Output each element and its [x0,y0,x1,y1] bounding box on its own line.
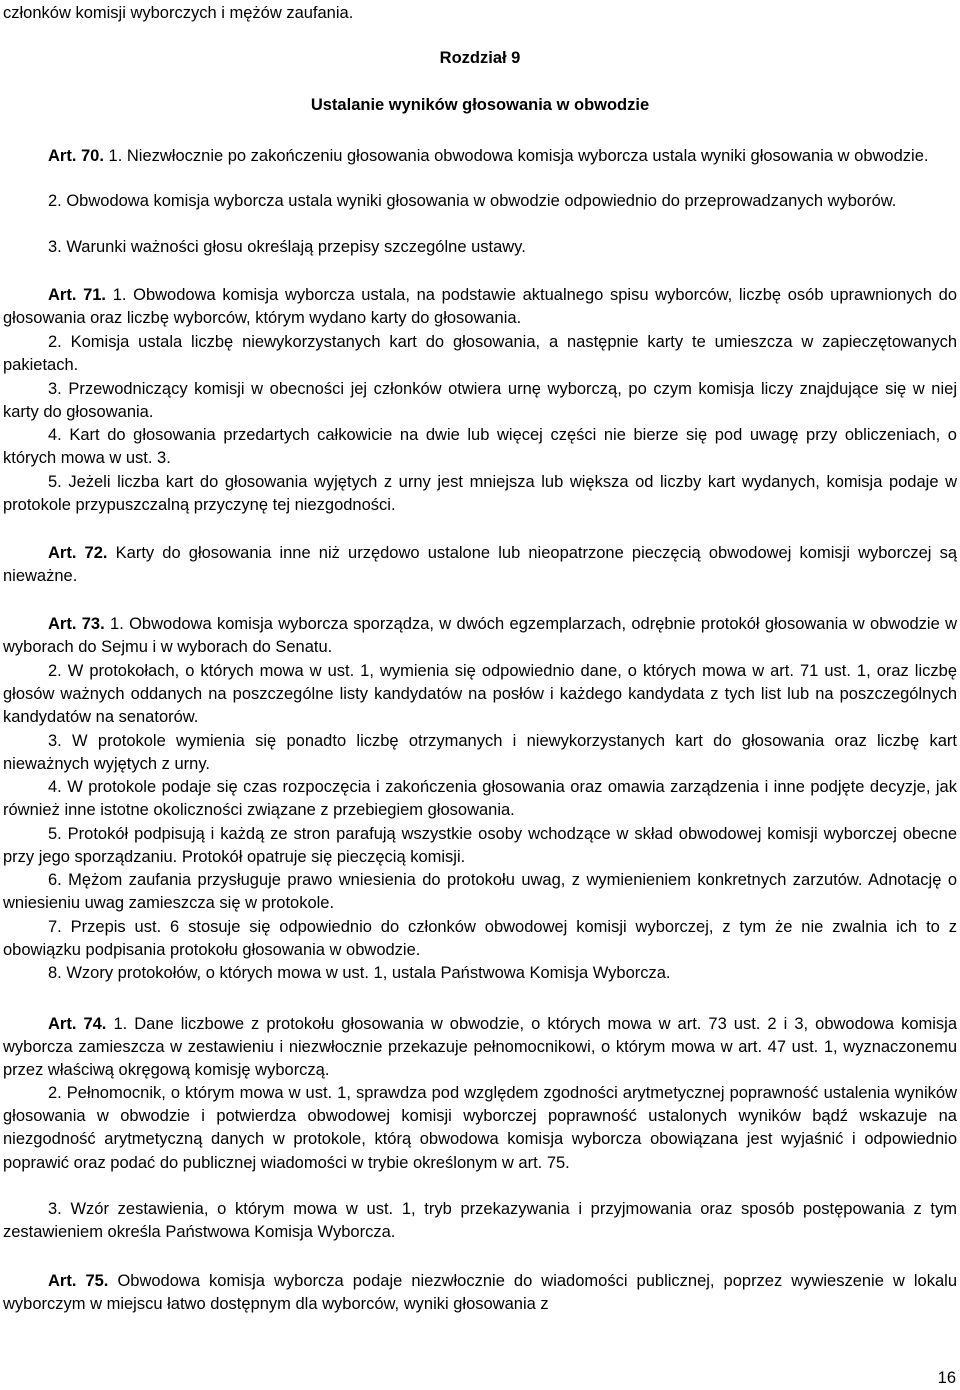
chapter-number: Rozdział 9 [439,49,521,67]
art71-para4: 4. Kart do głosowania przedartych całkowicie na dwie lub więcej części nie bierze się pod uwagę przy obliczeniach, o których mowa w ust. 3. [3,426,957,468]
art72-para [3,542,957,588]
art71-para2: 2. Komisja ustala liczbę niewykorzystanych kart do głosowania, a następnie karty te umieszcza w zapieczętowanych pakietach. [3,333,957,375]
art73-para5: 5. Protokół podpisują i każdą ze stron parafują wszystkie osoby wchodzące w skład obwodowej komisji wyborczej obecne przy jego sporządzaniu. Protokół opatruje się pieczęcią komisji. [3,825,957,867]
art71-label: Art. 71. [48,286,107,304]
art74-para1 [3,1013,957,1083]
art73-para3: 3. W protokole wymienia się ponadto liczbę otrzymanych i niewykorzystanych kart do głosowania oraz liczbę kart nieważnych wyjętych z urny. [3,732,957,774]
continued-line: członków komisji wyborczych i mężów zaufania. [3,4,354,22]
art74-para1-text: 1. Dane liczbowe z protokołu głosowania w obwodzie, o których mowa w art. 73 ust. 2 i 3, obwodowa komisja wyborcza zamieszcza w zestawieniu i niezwłocznie przekazuje pełnomocnikowi, o którym mowa w art. 47 ust. 1, wyznaczonemu przez właściwą okręgową komisję wyborczą. [3,1015,957,1080]
art70-para3: 3. Warunki ważności głosu określają przepisy szczególne ustawy. [48,238,526,256]
art71-para5: 5. Jeżeli liczba kart do głosowania wyjętych z urny jest mniejsza lub większa od liczby kart wydanych, komisja podaje w protokole przypuszczalną przyczynę tej niezgodności. [3,473,957,515]
art72-text: Karty do głosowania inne niż urzędowo ustalone lub nieopatrzone pieczęcią obwodowej komisji wyborczej są nieważne. [3,544,958,586]
art71-para3: 3. Przewodniczący komisji w obecności jej członków otwiera urnę wyborczą, po czym komisja liczy znajdujące się w niej karty do głosowania. [3,380,957,422]
art72-label: Art. 72. [48,544,108,562]
art75-para [3,1270,957,1316]
art70-para1 [3,145,957,168]
page-number: 16 [937,1369,956,1387]
art73-para6: 6. Mężom zaufania przysługuje prawo wniesienia do protokołu uwag, z wymienieniem konkretnych zarzutów. Adnotację o wniesieniu uwag zamieszcza się w protokole. [3,871,957,913]
art71-para1-text: 1. Obwodowa komisja wyborcza ustala, na podstawie aktualnego spisu wyborców, liczbę osób uprawnionych do głosowania oraz liczbę wyborców, którym wydano karty do głosowania. [3,286,958,328]
art70-para1-text: 1. Niezwłocznie po zakończeniu głosowania obwodowa komisja wyborcza ustala wyniki głosowania w obwodzie. [108,147,929,165]
art74-para3: 3. Wzór zestawienia, o którym mowa w ust. 1, tryb przekazywania i przyjmowania oraz sposób postępowania z tym zestawieniem określa Państwowa Komisja Wyborcza. [3,1200,957,1242]
art73-para4: 4. W protokole podaje się czas rozpoczęcia i zakończenia głosowania oraz omawia zarządzenia i inne podjęte decyzje, jak również inne istotne okoliczności związane z przebiegiem głosowania. [3,778,957,820]
chapter-title: Ustalanie wyników głosowania w obwodzie [310,96,650,114]
art74-para2: 2. Pełnomocnik, o którym mowa w ust. 1, sprawdza pod względem zgodności arytmetycznej poprawność ustalenia wyników głosowania w obwodzie i potwierdza obwodowej komisji wyborczej poprawność ustalonych wyników bądź wskazuje na niezgodność arytmetyczną danych w protokole, którą obwodowa komisja wyborcza obowiązana jest wyjaśnić i odpowiednio poprawić oraz podać do publicznej wiadomości w trybie określonym w art. 75. [3,1084,957,1172]
art73-para2: 2. W protokołach, o których mowa w ust. 1, wymienia się odpowiednio dane, o których mowa w art. 71 ust. 1, oraz liczbę głosów ważnych oddanych na poszczególne listy kandydatów na posłów i każdego kandydata z tych list lub na poszczególnych kandydatów na senatorów. [3,662,957,727]
art75-text: Obwodowa komisja wyborcza podaje niezwłocznie do wiadomości publicznej, poprzez wywieszenie w lokalu wyborczym w miejscu łatwo dostępnym dla wyborców, wyniki głosowania z [3,1272,958,1314]
art70-label: Art. 70. [48,147,104,165]
art73-para1-text: 1. Obwodowa komisja wyborcza sporządza, w dwóch egzemplarzach, odrębnie protokół głosowania w obwodzie w wyborach do Sejmu i w wyborach do Senatu. [3,615,958,657]
art73-para7: 7. Przepis ust. 6 stosuje się odpowiednio do członków obwodowej komisji wyborczej, z tym że nie zwalnia ich to z obowiązku podpisania protokołu głosowania w obwodzie. [3,918,957,960]
art71-para1 [3,284,957,330]
art73-para8: 8. Wzory protokołów, o których mowa w ust. 1, ustala Państwowa Komisja Wyborcza. [48,964,671,982]
art75-label: Art. 75. [48,1272,109,1290]
art73-para1 [3,613,957,659]
art70-para2: 2. Obwodowa komisja wyborcza ustala wyniki głosowania w obwodzie odpowiednio do przeprowadzanych wyborów. [48,192,897,210]
art73-label: Art. 73. [48,615,105,633]
art74-label: Art. 74. [48,1015,107,1033]
